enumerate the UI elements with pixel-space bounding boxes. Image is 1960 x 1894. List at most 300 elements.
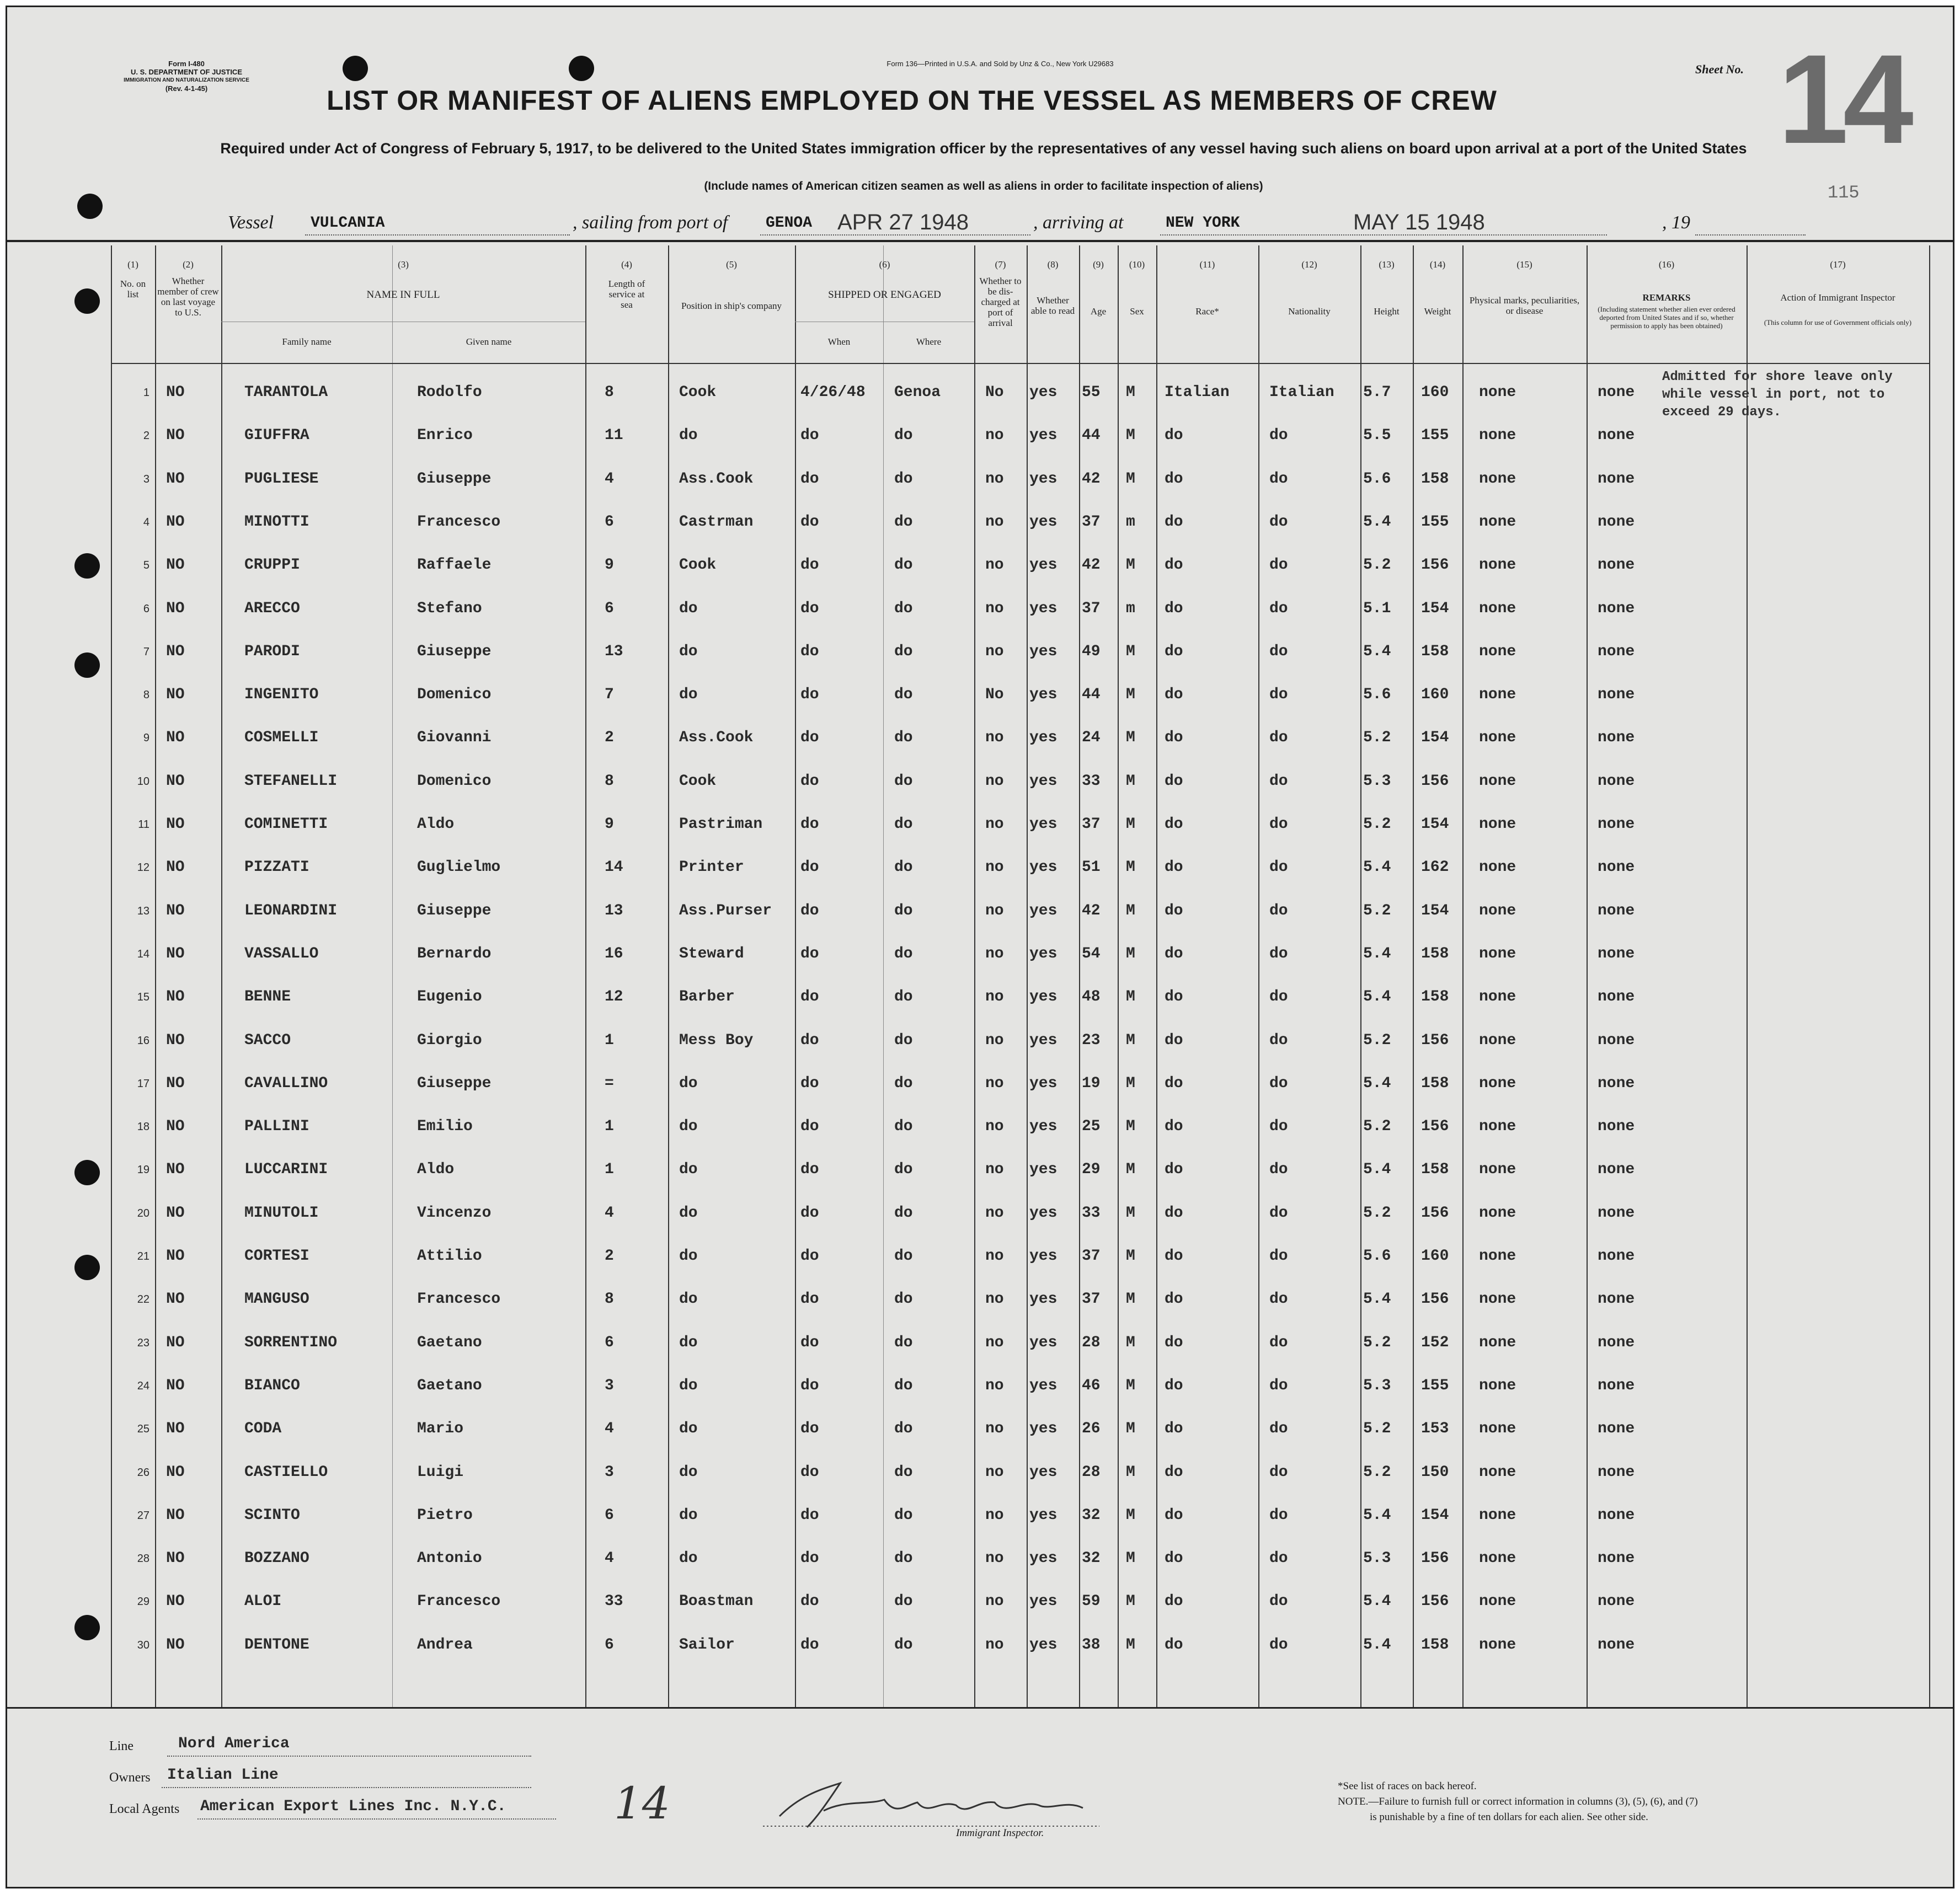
line-value: Nord America bbox=[178, 1735, 290, 1752]
cell-family-name: PARODI bbox=[244, 643, 300, 660]
cell-race: do bbox=[1165, 859, 1183, 876]
cell-service-length: 3 bbox=[605, 1377, 614, 1394]
cell-height: 5.2 bbox=[1363, 1463, 1391, 1481]
cell-position: Boastman bbox=[679, 1593, 754, 1611]
cell-shipped-when: do bbox=[800, 772, 819, 790]
cell-age: 37 bbox=[1082, 1291, 1101, 1308]
cell-service-length: 9 bbox=[605, 816, 614, 833]
cell-row-number: 8 bbox=[143, 689, 149, 702]
cell-height: 5.4 bbox=[1363, 945, 1391, 962]
table-row bbox=[111, 803, 1929, 846]
cell-race: do bbox=[1165, 1118, 1183, 1136]
cell-shipped-where: do bbox=[894, 1161, 913, 1179]
cell-shipped-when: do bbox=[800, 1334, 819, 1351]
cell-service-length: 8 bbox=[605, 1291, 614, 1308]
cell-remarks: none bbox=[1598, 1031, 1635, 1049]
cell-service-length: 6 bbox=[605, 1636, 614, 1654]
cell-weight: 158 bbox=[1421, 988, 1449, 1006]
cell-age: 23 bbox=[1082, 1031, 1101, 1049]
cell-prev-voyage: NO bbox=[166, 1636, 185, 1654]
cell-position: do bbox=[679, 1118, 698, 1136]
line-label: Line bbox=[109, 1739, 133, 1753]
cell-position: Cook bbox=[679, 384, 717, 401]
arrival-port: NEW YORK bbox=[1166, 215, 1240, 232]
cell-shipped-where: do bbox=[894, 1463, 913, 1481]
cell-sex: M bbox=[1126, 1420, 1135, 1438]
cell-remarks: none bbox=[1598, 1636, 1635, 1654]
table-row bbox=[111, 1148, 1929, 1191]
cell-race: do bbox=[1165, 1334, 1183, 1351]
cell-position: do bbox=[679, 1550, 698, 1567]
table-row bbox=[111, 1105, 1929, 1148]
cell-race: do bbox=[1165, 729, 1183, 747]
cell-shipped-where: do bbox=[894, 945, 913, 962]
cell-position: Mess Boy bbox=[679, 1031, 754, 1049]
cell-weight: 156 bbox=[1421, 1204, 1449, 1222]
cell-family-name: GIUFFRA bbox=[244, 427, 309, 445]
cell-discharged: no bbox=[985, 816, 1004, 833]
cell-race: do bbox=[1165, 427, 1183, 445]
cell-given-name: Bernardo bbox=[417, 945, 492, 962]
cell-height: 5.6 bbox=[1363, 470, 1391, 488]
cell-able-to-read: yes bbox=[1029, 1550, 1058, 1567]
cell-height: 5.2 bbox=[1363, 1334, 1391, 1351]
cell-row-number: 15 bbox=[137, 991, 149, 1004]
cell-row-number: 28 bbox=[137, 1553, 149, 1565]
cell-discharged: no bbox=[985, 1161, 1004, 1179]
cell-shipped-when: do bbox=[800, 513, 819, 531]
cell-physical-marks: none bbox=[1479, 513, 1516, 531]
cell-able-to-read: yes bbox=[1029, 1377, 1058, 1394]
cell-shipped-when: do bbox=[800, 470, 819, 488]
cell-shipped-when: do bbox=[800, 1636, 819, 1654]
punch-hole bbox=[343, 56, 368, 81]
cell-physical-marks: none bbox=[1479, 816, 1516, 833]
cell-discharged: no bbox=[985, 600, 1004, 617]
cell-shipped-where: Genoa bbox=[894, 384, 941, 401]
cell-age: 55 bbox=[1082, 384, 1101, 401]
cell-physical-marks: none bbox=[1479, 1593, 1516, 1611]
cell-shipped-when: do bbox=[800, 557, 819, 574]
cell-nationality: do bbox=[1269, 643, 1288, 660]
col-num: (11) bbox=[1199, 259, 1215, 270]
cell-given-name: Mario bbox=[417, 1420, 464, 1438]
cell-discharged: No bbox=[985, 384, 1004, 401]
cell-sex: M bbox=[1126, 1636, 1135, 1654]
cell-given-name: Gaetano bbox=[417, 1334, 482, 1351]
cell-shipped-when: do bbox=[800, 988, 819, 1006]
cell-age: 37 bbox=[1082, 816, 1101, 833]
table-row bbox=[111, 1624, 1929, 1667]
cell-race: do bbox=[1165, 988, 1183, 1006]
cell-physical-marks: none bbox=[1479, 988, 1516, 1006]
cell-shipped-when: do bbox=[800, 1204, 819, 1222]
cell-nationality: do bbox=[1269, 470, 1288, 488]
cell-family-name: LEONARDINI bbox=[244, 902, 338, 919]
table-row bbox=[111, 673, 1929, 716]
cell-discharged: no bbox=[985, 1593, 1004, 1611]
cell-row-number: 14 bbox=[137, 948, 149, 960]
cell-physical-marks: none bbox=[1479, 1161, 1516, 1179]
cell-able-to-read: yes bbox=[1029, 513, 1058, 531]
cell-shipped-where: do bbox=[894, 1636, 913, 1654]
cell-sex: M bbox=[1126, 1463, 1135, 1481]
cell-row-number: 1 bbox=[143, 387, 149, 399]
cell-nationality: do bbox=[1269, 1463, 1288, 1481]
cell-given-name: Rodolfo bbox=[417, 384, 482, 401]
cell-position: do bbox=[679, 600, 698, 617]
cell-service-length: 6 bbox=[605, 1334, 614, 1351]
form-number: Form I-480 bbox=[168, 60, 205, 68]
cell-shipped-when: do bbox=[800, 816, 819, 833]
cell-race: do bbox=[1165, 1463, 1183, 1481]
cell-height: 5.6 bbox=[1363, 1248, 1391, 1265]
cell-sex: M bbox=[1126, 1593, 1135, 1611]
cell-able-to-read: yes bbox=[1029, 686, 1058, 704]
cell-prev-voyage: NO bbox=[166, 729, 185, 747]
cell-family-name: STEFANELLI bbox=[244, 772, 338, 790]
cell-prev-voyage: NO bbox=[166, 859, 185, 876]
cell-height: 5.2 bbox=[1363, 816, 1391, 833]
cell-weight: 155 bbox=[1421, 427, 1449, 445]
cell-weight: 160 bbox=[1421, 686, 1449, 704]
cell-discharged: no bbox=[985, 513, 1004, 531]
cell-physical-marks: none bbox=[1479, 686, 1516, 704]
cell-prev-voyage: NO bbox=[166, 1118, 185, 1136]
page-title: LIST OR MANIFEST OF ALIENS EMPLOYED ON THE VESSEL AS MEMBERS OF CREW bbox=[327, 85, 1497, 116]
cell-age: 48 bbox=[1082, 988, 1101, 1006]
cell-race: do bbox=[1165, 1550, 1183, 1567]
cell-service-length: 4 bbox=[605, 1550, 614, 1567]
cell-row-number: 17 bbox=[137, 1077, 149, 1090]
cell-nationality: do bbox=[1269, 600, 1288, 617]
cell-given-name: Giorgio bbox=[417, 1031, 482, 1049]
cell-physical-marks: none bbox=[1479, 427, 1516, 445]
cell-discharged: no bbox=[985, 1291, 1004, 1308]
cell-sex: M bbox=[1126, 557, 1135, 574]
cell-family-name: PALLINI bbox=[244, 1118, 309, 1136]
cell-service-length: 14 bbox=[605, 859, 623, 876]
cell-shipped-when: do bbox=[800, 1031, 819, 1049]
cell-shipped-where: do bbox=[894, 859, 913, 876]
cell-family-name: SCINTO bbox=[244, 1506, 300, 1524]
cell-nationality: do bbox=[1269, 816, 1288, 833]
cell-service-length: 8 bbox=[605, 772, 614, 790]
cell-able-to-read: yes bbox=[1029, 1593, 1058, 1611]
cell-given-name: Giuseppe bbox=[417, 1074, 492, 1092]
cell-remarks: none bbox=[1598, 600, 1635, 617]
punch-hole bbox=[74, 1160, 100, 1185]
punch-hole bbox=[74, 1615, 100, 1640]
cell-nationality: do bbox=[1269, 1420, 1288, 1438]
cell-shipped-when: do bbox=[800, 1550, 819, 1567]
cell-height: 5.2 bbox=[1363, 729, 1391, 747]
cell-physical-marks: none bbox=[1479, 945, 1516, 962]
cell-remarks: none bbox=[1598, 1334, 1635, 1351]
cell-given-name: Antonio bbox=[417, 1550, 482, 1567]
cell-row-number: 26 bbox=[137, 1466, 149, 1479]
cell-row-number: 10 bbox=[137, 775, 149, 788]
punch-hole bbox=[77, 194, 103, 219]
department: U. S. DEPARTMENT OF JUSTICE bbox=[131, 68, 242, 76]
cell-remarks: none bbox=[1598, 1074, 1635, 1092]
cell-physical-marks: none bbox=[1479, 557, 1516, 574]
cell-shipped-where: do bbox=[894, 729, 913, 747]
table-row bbox=[111, 630, 1929, 673]
cell-position: Printer bbox=[679, 859, 744, 876]
cell-service-length: 1 bbox=[605, 1031, 614, 1049]
cell-service-length: 1 bbox=[605, 1118, 614, 1136]
table-row bbox=[111, 1365, 1929, 1408]
cell-family-name: CORTESI bbox=[244, 1248, 309, 1265]
cell-service-length: 9 bbox=[605, 557, 614, 574]
cell-row-number: 27 bbox=[137, 1509, 149, 1522]
cell-nationality: do bbox=[1269, 1161, 1288, 1179]
cell-sex: M bbox=[1126, 1074, 1135, 1092]
cell-given-name: Andrea bbox=[417, 1636, 473, 1654]
cell-physical-marks: none bbox=[1479, 1506, 1516, 1524]
cell-able-to-read: yes bbox=[1029, 816, 1058, 833]
cell-height: 5.4 bbox=[1363, 1161, 1391, 1179]
cell-weight: 156 bbox=[1421, 1118, 1449, 1136]
sheet-subnumber: 115 bbox=[1828, 183, 1860, 203]
cell-family-name: PUGLIESE bbox=[244, 470, 319, 488]
cell-height: 5.2 bbox=[1363, 1031, 1391, 1049]
cell-shipped-where: do bbox=[894, 600, 913, 617]
cell-position: do bbox=[679, 643, 698, 660]
cell-family-name: CODA bbox=[244, 1420, 282, 1438]
punch-hole bbox=[74, 1255, 100, 1280]
cell-given-name: Gaetano bbox=[417, 1377, 482, 1394]
cell-discharged: no bbox=[985, 729, 1004, 747]
cell-row-number: 4 bbox=[143, 516, 149, 528]
cell-race: do bbox=[1165, 1031, 1183, 1049]
cell-remarks: none bbox=[1598, 557, 1635, 574]
table-row bbox=[111, 1451, 1929, 1494]
cell-race: do bbox=[1165, 1636, 1183, 1654]
cell-race: do bbox=[1165, 902, 1183, 919]
cell-height: 5.4 bbox=[1363, 1506, 1391, 1524]
cell-prev-voyage: NO bbox=[166, 470, 185, 488]
cell-height: 5.4 bbox=[1363, 988, 1391, 1006]
cell-shipped-where: do bbox=[894, 1204, 913, 1222]
table-row bbox=[111, 1494, 1929, 1537]
admission-remark: Admitted for shore leave only while vessel in port, not to exceed 29 days. bbox=[1662, 370, 1893, 420]
col-num: (12) bbox=[1301, 259, 1317, 270]
cell-nationality: do bbox=[1269, 859, 1288, 876]
cell-sex: M bbox=[1126, 1118, 1135, 1136]
cell-family-name: CASTIELLO bbox=[244, 1463, 328, 1481]
cell-able-to-read: yes bbox=[1029, 427, 1058, 445]
cell-position: do bbox=[679, 1248, 698, 1265]
cell-age: 54 bbox=[1082, 945, 1101, 962]
table-row bbox=[111, 371, 1929, 414]
cell-given-name: Giuseppe bbox=[417, 470, 492, 488]
col-num: (17) bbox=[1830, 259, 1846, 270]
cell-remarks: none bbox=[1598, 1593, 1635, 1611]
cell-row-number: 2 bbox=[143, 430, 149, 442]
table-row bbox=[111, 933, 1929, 976]
col-header-remarks: REMARKS bbox=[1642, 292, 1691, 303]
cell-position: Cook bbox=[679, 772, 717, 790]
cell-sex: M bbox=[1126, 1248, 1135, 1265]
col-header-when: When bbox=[827, 336, 851, 347]
cell-service-length: 16 bbox=[605, 945, 623, 962]
cell-age: 33 bbox=[1082, 1204, 1101, 1222]
cell-height: 5.3 bbox=[1363, 772, 1391, 790]
col-header-no: No. on list bbox=[120, 279, 146, 299]
cell-shipped-where: do bbox=[894, 1377, 913, 1394]
cell-nationality: do bbox=[1269, 1636, 1288, 1654]
cell-able-to-read: yes bbox=[1029, 1420, 1058, 1438]
cell-position: Pastriman bbox=[679, 816, 763, 833]
cell-race: do bbox=[1165, 1506, 1183, 1524]
cell-age: 51 bbox=[1082, 859, 1101, 876]
col-header-shipped: SHIPPED OR ENGAGED bbox=[828, 289, 941, 301]
cell-service-length: 1 bbox=[605, 1161, 614, 1179]
cell-sex: m bbox=[1126, 513, 1135, 531]
handwritten-number: 14 bbox=[614, 1778, 670, 1829]
cell-age: 59 bbox=[1082, 1593, 1101, 1611]
cell-shipped-when: do bbox=[800, 859, 819, 876]
col-num: (16) bbox=[1658, 259, 1675, 270]
cell-row-number: 6 bbox=[143, 602, 149, 615]
cell-race: do bbox=[1165, 1377, 1183, 1394]
cell-discharged: no bbox=[985, 1248, 1004, 1265]
cell-remarks: none bbox=[1598, 1377, 1635, 1394]
cell-physical-marks: none bbox=[1479, 1636, 1516, 1654]
cell-discharged: no bbox=[985, 988, 1004, 1006]
cell-weight: 156 bbox=[1421, 1550, 1449, 1567]
cell-family-name: SORRENTINO bbox=[244, 1334, 338, 1351]
cell-age: 28 bbox=[1082, 1334, 1101, 1351]
cell-sex: M bbox=[1126, 945, 1135, 962]
cell-prev-voyage: NO bbox=[166, 1291, 185, 1308]
cell-race: do bbox=[1165, 1420, 1183, 1438]
cell-age: 46 bbox=[1082, 1377, 1101, 1394]
cell-position: do bbox=[679, 1074, 698, 1092]
cell-weight: 156 bbox=[1421, 1031, 1449, 1049]
cell-given-name: Enrico bbox=[417, 427, 473, 445]
cell-family-name: DENTONE bbox=[244, 1636, 309, 1654]
col-header-name: NAME IN FULL bbox=[366, 289, 440, 301]
cell-height: 5.4 bbox=[1363, 1636, 1391, 1654]
cell-position: Steward bbox=[679, 945, 744, 962]
cell-sex: M bbox=[1126, 1377, 1135, 1394]
table-row bbox=[111, 760, 1929, 803]
cell-able-to-read: yes bbox=[1029, 859, 1058, 876]
cell-prev-voyage: NO bbox=[166, 902, 185, 919]
col-header-weight: Weight bbox=[1424, 306, 1451, 317]
cell-discharged: no bbox=[985, 1118, 1004, 1136]
cell-weight: 150 bbox=[1421, 1463, 1449, 1481]
cell-height: 5.2 bbox=[1363, 1118, 1391, 1136]
cell-remarks: none bbox=[1598, 1420, 1635, 1438]
cell-nationality: do bbox=[1269, 988, 1288, 1006]
cell-remarks: none bbox=[1598, 902, 1635, 919]
cell-prev-voyage: NO bbox=[166, 557, 185, 574]
cell-shipped-when: do bbox=[800, 643, 819, 660]
cell-given-name: Francesco bbox=[417, 1593, 501, 1611]
cell-sex: M bbox=[1126, 729, 1135, 747]
table-row bbox=[111, 890, 1929, 933]
cell-family-name: SACCO bbox=[244, 1031, 291, 1049]
table-row bbox=[111, 1537, 1929, 1580]
sheet-number: 14 bbox=[1778, 28, 1908, 170]
cell-discharged: no bbox=[985, 1074, 1004, 1092]
cell-family-name: BOZZANO bbox=[244, 1550, 309, 1567]
cell-height: 5.7 bbox=[1363, 384, 1391, 401]
cell-row-number: 19 bbox=[137, 1164, 149, 1176]
cell-height: 5.5 bbox=[1363, 427, 1391, 445]
cell-weight: 154 bbox=[1421, 1506, 1449, 1524]
cell-remarks: none bbox=[1598, 470, 1635, 488]
cell-sex: M bbox=[1126, 1204, 1135, 1222]
cell-age: 44 bbox=[1082, 686, 1101, 704]
cell-service-length: 6 bbox=[605, 1506, 614, 1524]
cell-given-name: Luigi bbox=[417, 1463, 464, 1481]
cell-physical-marks: none bbox=[1479, 600, 1516, 617]
cell-given-name: Raffaele bbox=[417, 557, 492, 574]
cell-row-number: 3 bbox=[143, 473, 149, 485]
cell-shipped-where: do bbox=[894, 1248, 913, 1265]
table-row bbox=[111, 1192, 1929, 1235]
cell-able-to-read: yes bbox=[1029, 1636, 1058, 1654]
cell-discharged: no bbox=[985, 470, 1004, 488]
cell-discharged: no bbox=[985, 1420, 1004, 1438]
col-header-nationality: Nationality bbox=[1288, 306, 1331, 317]
cell-family-name: MINUTOLI bbox=[244, 1204, 319, 1222]
cell-shipped-when: do bbox=[800, 1420, 819, 1438]
agents-label: Local Agents bbox=[109, 1802, 180, 1816]
cell-physical-marks: none bbox=[1479, 643, 1516, 660]
cell-prev-voyage: NO bbox=[166, 1204, 185, 1222]
cell-prev-voyage: NO bbox=[166, 513, 185, 531]
cell-height: 5.4 bbox=[1363, 1291, 1391, 1308]
cell-family-name: INGENITO bbox=[244, 686, 319, 704]
cell-shipped-where: do bbox=[894, 513, 913, 531]
cell-remarks: none bbox=[1598, 1291, 1635, 1308]
cell-discharged: no bbox=[985, 1031, 1004, 1049]
cell-family-name: CRUPPI bbox=[244, 557, 300, 574]
cell-position: do bbox=[679, 1161, 698, 1179]
col-header-action: Action of Immigrant Inspector bbox=[1780, 292, 1895, 303]
cell-shipped-where: do bbox=[894, 902, 913, 919]
penalty-note-cont: is punishable by a fine of ten dollars for each alien. See other side. bbox=[1370, 1811, 1648, 1823]
cell-sex: M bbox=[1126, 686, 1135, 704]
cell-nationality: do bbox=[1269, 1377, 1288, 1394]
cell-discharged: no bbox=[985, 1636, 1004, 1654]
cell-row-number: 21 bbox=[137, 1250, 149, 1262]
cell-discharged: no bbox=[985, 902, 1004, 919]
cell-sex: M bbox=[1126, 1161, 1135, 1179]
cell-physical-marks: none bbox=[1479, 1074, 1516, 1092]
arriving-label: , arriving at bbox=[1033, 212, 1124, 233]
cell-sex: M bbox=[1126, 772, 1135, 790]
cell-race: do bbox=[1165, 513, 1183, 531]
cell-shipped-when: do bbox=[800, 945, 819, 962]
cell-height: 5.2 bbox=[1363, 902, 1391, 919]
cell-position: Ass.Purser bbox=[679, 902, 772, 919]
table-row bbox=[111, 1321, 1929, 1365]
cell-weight: 160 bbox=[1421, 1248, 1449, 1265]
cell-physical-marks: none bbox=[1479, 1204, 1516, 1222]
col-num: (7) bbox=[995, 259, 1006, 270]
cell-given-name: Domenico bbox=[417, 686, 492, 704]
cell-physical-marks: none bbox=[1479, 1291, 1516, 1308]
cell-able-to-read: yes bbox=[1029, 1204, 1058, 1222]
cell-nationality: do bbox=[1269, 557, 1288, 574]
